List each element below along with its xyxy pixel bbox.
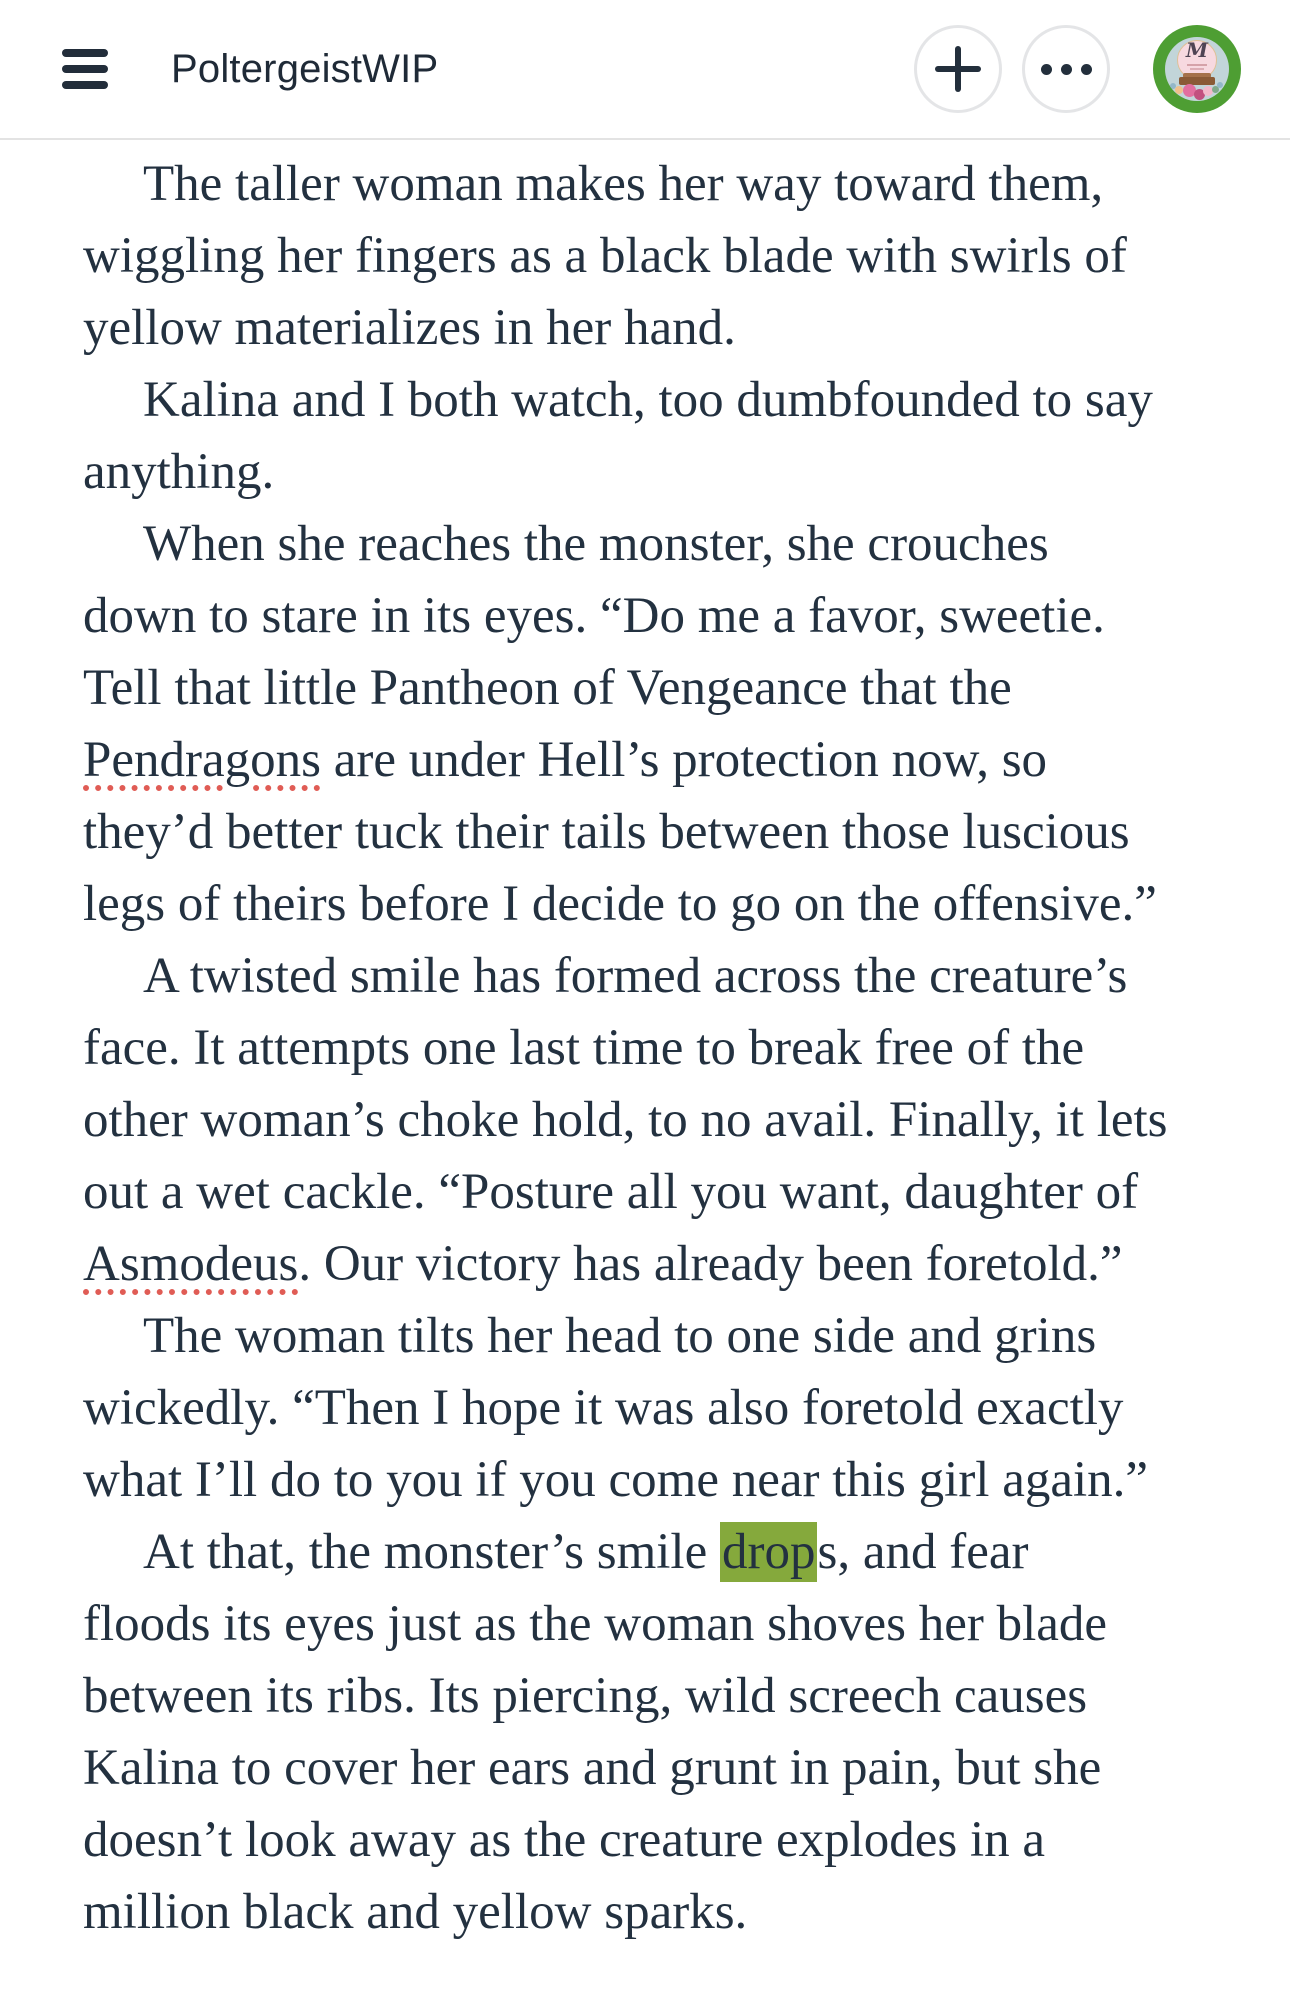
story-line [83, 1228, 1230, 1300]
story-text: Kalina to cover her ears and grunt in pain, but she [83, 1740, 1102, 1796]
menu-bar [62, 65, 108, 73]
more-options-button[interactable] [1022, 25, 1110, 113]
story-line [83, 1372, 1230, 1444]
story-line [83, 1588, 1230, 1660]
story-line [83, 148, 1230, 220]
app-header [0, 0, 1290, 140]
story-text: legs of theirs before I decide to go on the offensive.” [83, 876, 1157, 932]
story-text: doesn’t look away as the creature explodes in a [83, 1812, 1046, 1868]
story-line [83, 292, 1230, 364]
story-line [83, 364, 1230, 436]
profile-avatar[interactable] [1153, 25, 1241, 113]
story-text: are under Hell’s protection now, so [320, 732, 1048, 788]
story-text: wiggling her fingers as a black blade with swirls of [83, 228, 1127, 284]
add-button[interactable] [914, 25, 1002, 113]
avatar-image [1165, 37, 1229, 101]
story-line [83, 1660, 1230, 1732]
story-text: they’d better tuck their tails between those luscious [83, 804, 1130, 860]
story-text: what I’ll do to you if you come near this girl again.” [83, 1452, 1149, 1508]
story-line [83, 580, 1230, 652]
avatar-flowers-decoration [1165, 81, 1229, 101]
story-line [83, 1012, 1230, 1084]
story-text: s, and fear [817, 1524, 1029, 1580]
story-line [83, 508, 1230, 580]
ellipsis-icon [1041, 64, 1092, 75]
misspelled-word: Asmodeus [83, 1236, 299, 1292]
story-text: between its ribs. Its piercing, wild screech causes [83, 1668, 1088, 1724]
story-line [83, 652, 1230, 724]
story-text: Kalina and I both watch, too dumbfounded to say [143, 372, 1153, 428]
avatar-subtext-line [1187, 64, 1207, 66]
story-line [83, 796, 1230, 868]
story-text: out a wet cackle. “Posture all you want, daughter of [83, 1164, 1139, 1220]
avatar-monogram: M [1185, 38, 1209, 62]
story-text: A twisted smile has formed across the creature’s [143, 948, 1128, 1004]
story-paragraph [83, 1516, 1230, 1948]
story-line [83, 724, 1230, 796]
misspelled-word: Pendragons [83, 732, 321, 788]
story-text: face. It attempts one last time to break free of the [83, 1020, 1085, 1076]
story-line [83, 1300, 1230, 1372]
story-text: million black and yellow sparks. [83, 1884, 748, 1940]
story-text: wickedly. “Then I hope it was also foretold exactly [83, 1380, 1124, 1436]
menu-bar [62, 49, 108, 57]
story-line [83, 1804, 1230, 1876]
story-line [83, 1084, 1230, 1156]
story-line [83, 1732, 1230, 1804]
highlighted-word: drop [722, 1524, 816, 1580]
story-text: When she reaches the monster, she crouches [143, 516, 1049, 572]
story-line [83, 1876, 1230, 1948]
story-text: The woman tilts her head to one side and grins [143, 1308, 1097, 1364]
story-line [83, 436, 1230, 508]
menu-icon[interactable] [62, 49, 108, 89]
story-line [83, 1516, 1230, 1588]
story-text: floods its eyes just as the woman shoves her blade [83, 1596, 1108, 1652]
story-editor-body[interactable] [0, 140, 1290, 2008]
story-text: At that, the monster’s smile [143, 1524, 720, 1580]
story-text: other woman’s choke hold, to no avail. Finally, it lets [83, 1092, 1168, 1148]
story-paragraph [83, 508, 1230, 940]
story-text: anything. [83, 444, 275, 500]
story-line [83, 1444, 1230, 1516]
page-title: PoltergeistWIP [171, 46, 439, 91]
story-line [83, 1156, 1230, 1228]
story-text: The taller woman makes her way toward them, [143, 156, 1104, 212]
story-line [83, 940, 1230, 1012]
story-text: Tell that little Pantheon of Vengeance that the [83, 660, 1012, 716]
menu-bar [62, 81, 108, 89]
story-paragraph [83, 940, 1230, 1300]
story-paragraph [83, 1300, 1230, 1516]
story-line [83, 220, 1230, 292]
avatar-subtext-line [1190, 68, 1204, 70]
story-text: down to stare in its eyes. “Do me a favor, sweetie. [83, 588, 1105, 644]
story-paragraph [83, 364, 1230, 508]
story-text: yellow materializes in her hand. [83, 300, 736, 356]
story-paragraph [83, 148, 1230, 364]
story-line [83, 868, 1230, 940]
story-text: . Our victory has already been foretold.” [298, 1236, 1123, 1292]
plus-icon [935, 46, 981, 92]
